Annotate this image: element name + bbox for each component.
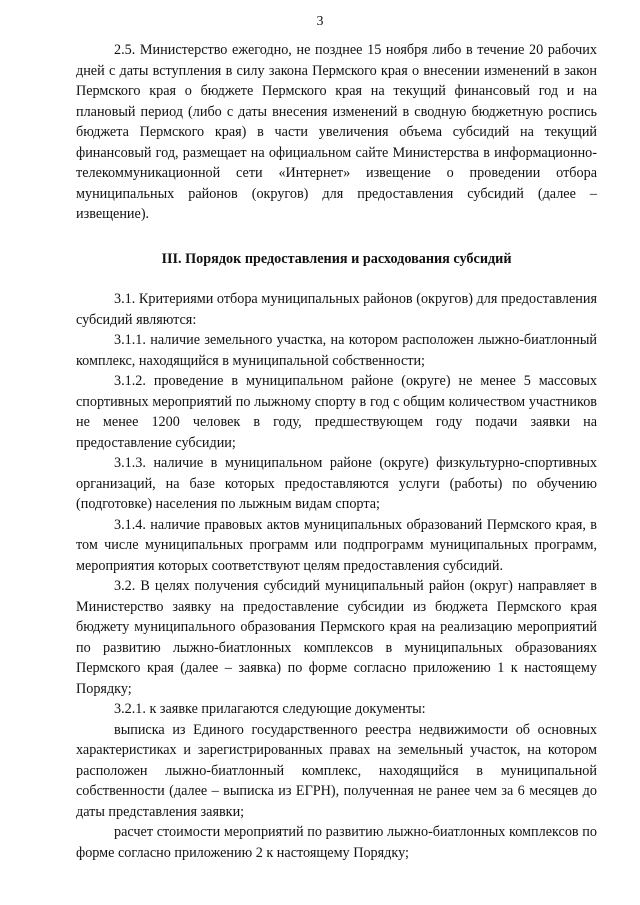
paragraph-3-1-4: 3.1.4. наличие правовых актов муниципальных образований Пермского края, в том числе муниципальных программ или подпрограмм муниципальных программ, мероприятия которых соответствуют целям предоставления субсидий. xyxy=(76,516,597,574)
paragraph-cost-calculation: расчет стоимости мероприятий по развитию лыжно-биатлонных комплексов по форме согласно приложению 2 к настоящему Порядку; xyxy=(76,824,597,861)
paragraph-3-1-3: 3.1.3. наличие в муниципальном районе (округе) физкультурно-спортивных организаций, на базе которых предоставляются услуги (работы) по обучению (подготовке) населения по лыжным видам спорта; xyxy=(76,455,597,512)
paragraph-3-1-2: 3.1.2. проведение в муниципальном районе (округе) не менее 5 массовых спортивных мероприятий по лыжному спорту в год с общим количеством участников не менее 1200 человек в году, предшествующем году подачи заявки на предоставление субсидии; xyxy=(76,373,597,451)
page-number: 3 xyxy=(316,14,324,29)
paragraph-3-2: 3.2. В целях получения субсидий муниципальный район (округ) направляет в Министерство заявку на предоставление субсидии из бюджета Пермского края бюджету муниципального образования Пермского края на реализацию мероприятий по развитию лыжно-биатлонных комплексов в муниципальных образованиях Пермского края (далее – заявка) по форме согласно приложению 1 к настоящему Порядку; xyxy=(76,578,597,697)
paragraph-3-2-1: 3.2.1. к заявке прилагаются следующие документы: xyxy=(114,701,426,717)
paragraph-3-1: 3.1. Критериями отбора муниципальных районов (округов) для предоставления субсидий являются: xyxy=(76,291,597,328)
document-body xyxy=(76,40,597,863)
section-heading: III. Порядок предоставления и расходования субсидий xyxy=(161,250,512,267)
paragraph-2-5: 2.5. Министерство ежегодно, не позднее 15 ноября либо в течение 20 рабочих дней с даты вступления в силу закона Пермского края о внесении изменений в закон Пермского края о бюджете Пермского края на текущий финансовый год и на плановый период (либо с даты внесения изменений в сводную бюджетную роспись бюджета Пермского края) в части увеличения объема субсидий на текущий финансовый год, размещает на официальном сайте Министерства в информационно-телекоммуникационной сети «Интернет» извещение о проведении отбора муниципальных районов (округов) для предоставления субсидий (далее – извещение). xyxy=(76,42,597,222)
paragraph-egrn-extract: выписка из Единого государственного реестра недвижимости об основных характеристиках и зарегистрированных правах на земельный участок, на котором расположен лыжно-биатлонный комплекс, находящийся в муниципальной собственности (далее – выписка из ЕГРН), полученная не ранее чем за 6 месяцев до даты представления заявки; xyxy=(76,721,597,820)
paragraph-3-1-1: 3.1.1. наличие земельного участка, на котором расположен лыжно-биатлонный комплекс, находящийся в муниципальной собственности; xyxy=(76,332,597,369)
